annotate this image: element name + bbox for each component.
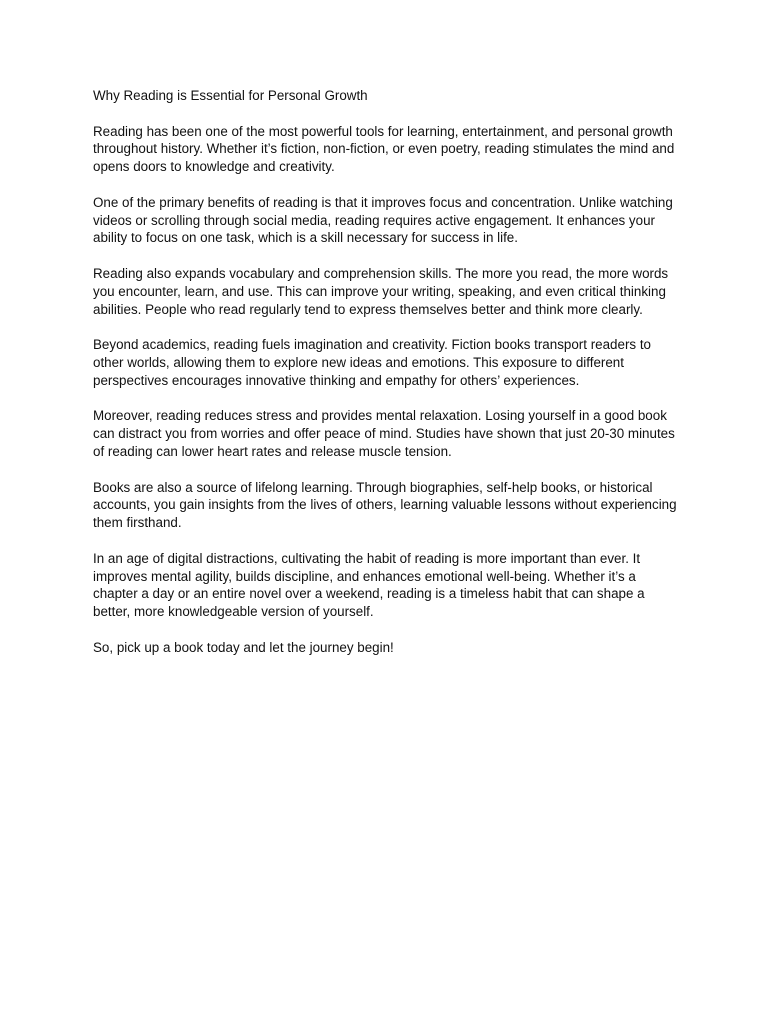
document-title: Why Reading is Essential for Personal Growth — [93, 88, 368, 103]
paragraph-lifelong-learning: Books are also a source of lifelong learning. Through biographies, self-help books, or historical accounts, you gain insights from the lives of others, learning valuable lessons without experiencing them firsthand. — [93, 479, 677, 531]
paragraph-digital-age: In an age of digital distractions, cultivating the habit of reading is more important than ever. It improves mental agility, builds discipline, and enhances emotional well-being. Whether it’s a chapter a day or an entire novel over a weekend, reading is a timeless habit that can shape a better, more knowledgeable version of yourself. — [93, 550, 645, 620]
paragraph-stress: Moreover, reading reduces stress and provides mental relaxation. Losing yourself in a good book can distract you from worries and offer peace of mind. Studies have shown that just 20-30 minutes of reading can lower heart rates and release muscle tension. — [93, 408, 675, 459]
paragraph-closing: So, pick up a book today and let the journey begin! — [93, 639, 394, 655]
document-body — [93, 87, 678, 674]
paragraph-focus: One of the primary benefits of reading is that it improves focus and concentration. Unlike watching videos or scrolling through social media, reading requires active engagement. It enhances your ability to focus on one task, which is a skill necessary for success in life. — [93, 194, 673, 246]
paragraph-intro: Reading has been one of the most powerful tools for learning, entertainment, and personal growth throughout history. Whether it’s fiction, non-fiction, or even poetry, reading stimulates the mind and opens doors to knowledge and creativity. — [93, 123, 675, 175]
paragraph-imagination: Beyond academics, reading fuels imagination and creativity. Fiction books transport readers to other worlds, allowing them to explore new ideas and emotions. This exposure to different perspectives encourages innovative thinking and empathy for others’ experiences. — [93, 337, 651, 388]
paragraph-vocabulary: Reading also expands vocabulary and comprehension skills. The more you read, the more words you encounter, learn, and use. This can improve your writing, speaking, and even critical thinking abilities. People who read regularly tend to express themselves better and think more clearly. — [93, 265, 669, 317]
